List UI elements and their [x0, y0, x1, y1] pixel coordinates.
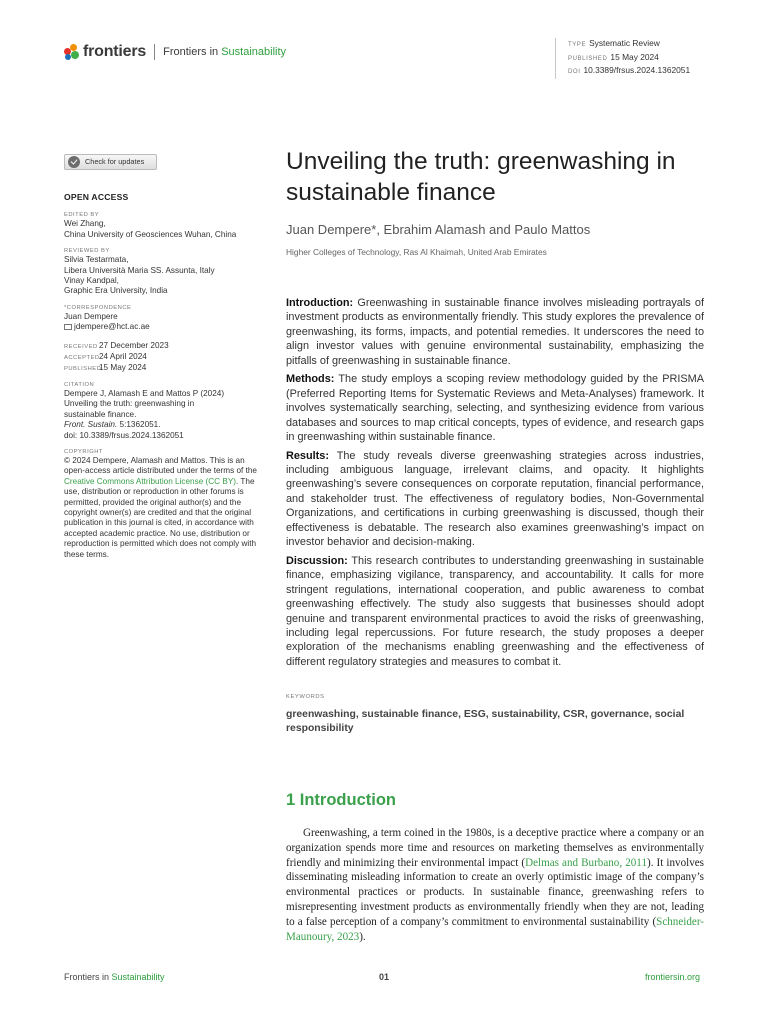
- mail-icon: [64, 324, 72, 330]
- footer-journal: Frontiers in Sustainability: [64, 972, 165, 982]
- type-label: TYPE: [568, 42, 587, 48]
- frontiers-logo[interactable]: [64, 43, 286, 61]
- citation-link-delmas[interactable]: Delmas and Burbano, 2011: [525, 856, 647, 869]
- copyright-section: COPYRIGHT © 2024 Dempere, Alamash and Mattos. This is an open-access article distributed under the terms of the Creative Commons Attribution License (CC BY). The use, distribution or reproduction in other forums is permitted, provided the original author(s) and the copyright owner(s) are credited and that the original publication in this journal is cited, in accordance with accepted academic practice. No use, distribution or reproduction is permitted which does not comply with these terms.: [64, 448, 260, 560]
- doi-label: DOI: [568, 69, 581, 75]
- citation-section: CITATION Dempere J, Alamash E and Mattos P (2024) Unveiling the truth: greenwashing in sustainable finance. Front. Sustain. 5:1362051. doi: 10.3389/frsus.2024.1362051: [64, 381, 225, 440]
- doi-value[interactable]: 10.3389/frsus.2024.1362051: [583, 65, 691, 75]
- keywords-text: greenwashing, sustainable finance, ESG, sustainability, CSR, governance, social responsibility: [286, 709, 685, 734]
- copyright-text: © 2024 Dempere, Alamash and Mattos. This is an open-access article distributed under the terms of the Creative Commons Attribution License (CC BY). The use, distribution or reproduction in other forums is permitted, provided the original author(s) and the copyright owner(s) are credited and that the original publication in this journal is cited, in accordance with accepted academic practice. No use, distribution or reproduction is permitted which does not comply with these terms.: [64, 455, 257, 559]
- type-value: Systematic Review: [589, 38, 660, 48]
- open-access-label: OPEN ACCESS: [64, 192, 129, 202]
- published-value: 15 May 2024: [610, 51, 659, 62]
- citation-link-schneider[interactable]: Schneider-Maunoury, 2023: [286, 915, 704, 943]
- article-authors: Juan Dempere*, Ebrahim Alamash and Paulo Mattos: [286, 222, 591, 237]
- correspondence-section: *CORRESPONDENCE Juan Dempere jdempere@hct.ac.ae: [64, 304, 264, 333]
- reviewed-by-section: REVIEWED BY Silvia Testarmata, Libera Università Maria SS. Assunta, Italy Vinay Kandpal, Graphic Era University, India: [64, 248, 215, 296]
- abstract-methods: Methods: The study employs a scoping review methodology guided by the PRISMA (Preferred Reporting Items for Systematic Reviews and Meta-Analyses) framework. It involves systematically searching, selecting, and synthesizing evidence from various databases and sources to map critical concepts, types of evidence, and research gaps in greenwashing within sustainable finance.: [286, 373, 704, 444]
- brand-name: frontiers: [83, 43, 147, 60]
- article-affiliation: Higher Colleges of Technology, Ras Al Khaimah, United Arab Emirates: [286, 247, 547, 257]
- sidebar: [64, 154, 264, 560]
- dates-section: RECEIVED27 December 2023 ACCEPTED24 April 2024 PUBLISHED15 May 2024: [64, 340, 169, 373]
- abstract-discussion: Discussion: This research contributes to understanding greenwashing in sustainable finance, emphasizing vigilance, transparency, and accountability. It calls for more stringent regulations, international cooperation, and public awareness to combat greenwashing effectively. The study also suggests that businesses should adopt genuine and transparent environmental practices to avoid the risks of greenwashing, including legal repercussions. For future research, the study proposes a deeper exploration of the mechanisms enabling greenwashing and the effectiveness of different regulatory strategies and measures to combat it.: [286, 554, 704, 668]
- abstract-results: Results: The study reveals diverse greenwashing strategies across industries, including ambiguous language, irrelevant claims, and opacity. It highlights greenwashing’s severe consequences on corporate reputation, financial performance, and stakeholder trust. The effectiveness of regulatory bodies, Non-Governmental Organizations, and certifications in curbing greenwashing is discussed, though their effectiveness is debatable. The research also examines greenwashing’s impact on investor behavior and decision-making.: [286, 449, 704, 549]
- brand-divider: [154, 44, 155, 60]
- frontiers-logo-icon: [64, 44, 79, 61]
- journal-name[interactable]: Frontiers in Sustainability: [163, 46, 287, 58]
- abstract-introduction: Introduction: Greenwashing in sustainable finance involves misleading portrayals of investment products as environmentally friendly. This study explores the prevalence of greenwashing, its forms, impacts, and potential remedies. It underscores the need to align investor values with genuine environmental sustainability, emphasizing the pitfalls of greenwashing in sustainable finance.: [286, 297, 704, 367]
- footer-site-link[interactable]: frontiersin.org: [645, 972, 701, 982]
- abstract: [286, 296, 704, 673]
- page-number: 01: [379, 972, 390, 982]
- section-heading-introduction: 1 Introduction: [286, 791, 396, 809]
- article-title: Unveiling the truth: greenwashing in sustainable finance: [286, 148, 676, 206]
- edited-by-section: EDITED BY Wei Zhang, China University of Geosciences Wuhan, China: [64, 212, 237, 239]
- correspondence-email[interactable]: jdempere@hct.ac.ae: [64, 322, 264, 332]
- introduction-paragraph: Greenwashing, a term coined in the 1980s, is a deceptive practice where a company or an organization spends more time and resources on marketing themselves as environmentally friendly and minimizing their environmental impact (Delmas and Burbano, 2011). It involves disseminating misleading information to create an overly optimistic image of the company’s environmental practices or products. In sustainable finance, greenwashing refers to misrepresenting investment products as environmentally friendly when they are not, leading to a false perception of a company’s commitment to environmental sustainability (Schneider-Maunoury, 2023).: [286, 827, 705, 943]
- cc-by-link[interactable]: Creative Commons Attribution License (CC BY): [64, 476, 237, 486]
- check-updates-button[interactable]: Check for updates: [64, 154, 157, 170]
- keywords-label: KEYWORDS: [286, 694, 325, 700]
- article-meta: [555, 38, 690, 79]
- published-label: PUBLISHED: [568, 55, 608, 62]
- check-circle-icon: [68, 156, 80, 168]
